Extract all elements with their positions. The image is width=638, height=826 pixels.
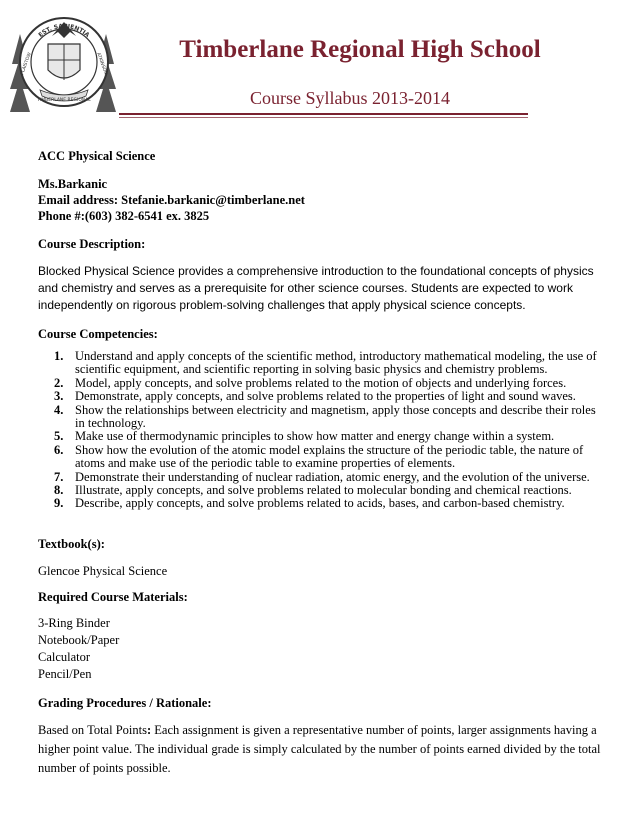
course-name: ACC Physical Science bbox=[38, 149, 156, 163]
competency-item bbox=[38, 430, 606, 443]
grading-body: Each assignment is given a representative number of points, larger assignments having a higher point value. The individual grade is simply calculated by the number of points earned divided by the total number of points possible. bbox=[38, 722, 601, 775]
materials-list bbox=[38, 615, 606, 683]
competency-number: 7. bbox=[54, 469, 64, 484]
competency-number: 6. bbox=[54, 442, 64, 457]
material-item: Notebook/Paper bbox=[38, 632, 120, 647]
competency-item bbox=[38, 444, 606, 471]
school-seal-logo bbox=[10, 4, 118, 122]
competency-text: Understand and apply concepts of the scientific method, introductory mathematical modeling, the use of scientific equipment, and scientific reporting in solving basic physics and chemistry problems. bbox=[75, 349, 597, 377]
textbook-heading: Textbook(s): bbox=[38, 536, 105, 551]
competency-item bbox=[38, 484, 606, 497]
competency-number: 8. bbox=[54, 483, 64, 498]
competency-text: Model, apply concepts, and solve problems related to the motion of objects and underlying forces. bbox=[75, 375, 567, 390]
grading-heading: Grading Procedures / Rationale: bbox=[38, 695, 212, 710]
competency-number: 1. bbox=[54, 349, 64, 363]
seal-text-top: EST. SAPIENTIA bbox=[37, 22, 91, 39]
competency-number: 5. bbox=[54, 429, 64, 444]
syllabus-subtitle: Course Syllabus 2013-2014 bbox=[250, 88, 450, 108]
competency-text: Make use of thermodynamic principles to show how matter and energy change within a system. bbox=[75, 429, 555, 444]
material-item: Pencil/Pen bbox=[38, 666, 92, 681]
material-item: Calculator bbox=[38, 649, 91, 664]
competency-item bbox=[38, 471, 606, 484]
competency-number: 3. bbox=[54, 389, 64, 404]
competency-item bbox=[38, 377, 606, 390]
competency-text: Demonstrate their understanding of nuclear radiation, atomic energy, and the evolution of the universe. bbox=[75, 469, 590, 484]
phone-line: Phone #:(603) 382-6541 ex. 3825 bbox=[38, 209, 210, 223]
competencies-list bbox=[38, 350, 606, 511]
competency-text: Show how the evolution of the atomic model explains the structure of the periodic table, the nature of atoms and make use of the periodic table to examine properties of elements. bbox=[75, 442, 584, 471]
teacher-name: Ms.Barkanic bbox=[38, 177, 108, 191]
seal-text-right: ATKINSON bbox=[95, 52, 108, 76]
header-rule-secondary bbox=[119, 117, 528, 118]
grading-text bbox=[38, 721, 606, 778]
competencies-heading: Course Competencies: bbox=[38, 327, 158, 341]
competency-item bbox=[38, 390, 606, 403]
seal-text-left: PLAISTOW bbox=[20, 52, 33, 76]
competency-text: Describe, apply concepts, and solve problems related to acids, bases, and carbon-based chemistry. bbox=[75, 496, 565, 511]
seal-text-bottom: TIMBERLANE REGIONAL bbox=[37, 98, 91, 103]
school-title: Timberlane Regional High School bbox=[179, 36, 541, 63]
syllabus-body bbox=[38, 148, 606, 778]
competency-number: 9. bbox=[54, 496, 64, 511]
competency-item bbox=[38, 350, 606, 377]
materials-heading: Required Course Materials: bbox=[38, 589, 188, 604]
competency-text: Illustrate, apply concepts, and solve problems related to molecular bonding and chemical reactions. bbox=[75, 483, 572, 498]
contact-block bbox=[38, 176, 606, 224]
description-heading: Course Description: bbox=[38, 237, 146, 251]
grading-colon: : bbox=[146, 722, 152, 737]
competency-item bbox=[38, 404, 606, 431]
competency-text: Demonstrate, apply concepts, and solve problems related to the properties of light and sound waves. bbox=[75, 389, 576, 404]
header-rule bbox=[119, 113, 528, 115]
competency-number: 2. bbox=[54, 375, 64, 390]
competency-number: 4. bbox=[54, 402, 64, 417]
textbook-text: Glencoe Physical Science bbox=[38, 563, 168, 578]
email-line[interactable]: Email address: Stefanie.barkanic@timberlane.net bbox=[38, 193, 305, 207]
competency-item bbox=[38, 497, 606, 510]
material-item: 3-Ring Binder bbox=[38, 615, 110, 630]
competency-text: Show the relationships between electricity and magnetism, apply those concepts and describe their roles in technology. bbox=[75, 402, 596, 431]
grading-lead: Based on Total Points bbox=[38, 722, 147, 737]
description-text: Blocked Physical Science provides a comprehensive introduction to the foundational concepts of physics and chemistry and serves as a prerequisite for other science courses. Students are expected to work independently on rigorous problem-solving challenges that apply physical science concepts. bbox=[38, 264, 594, 312]
